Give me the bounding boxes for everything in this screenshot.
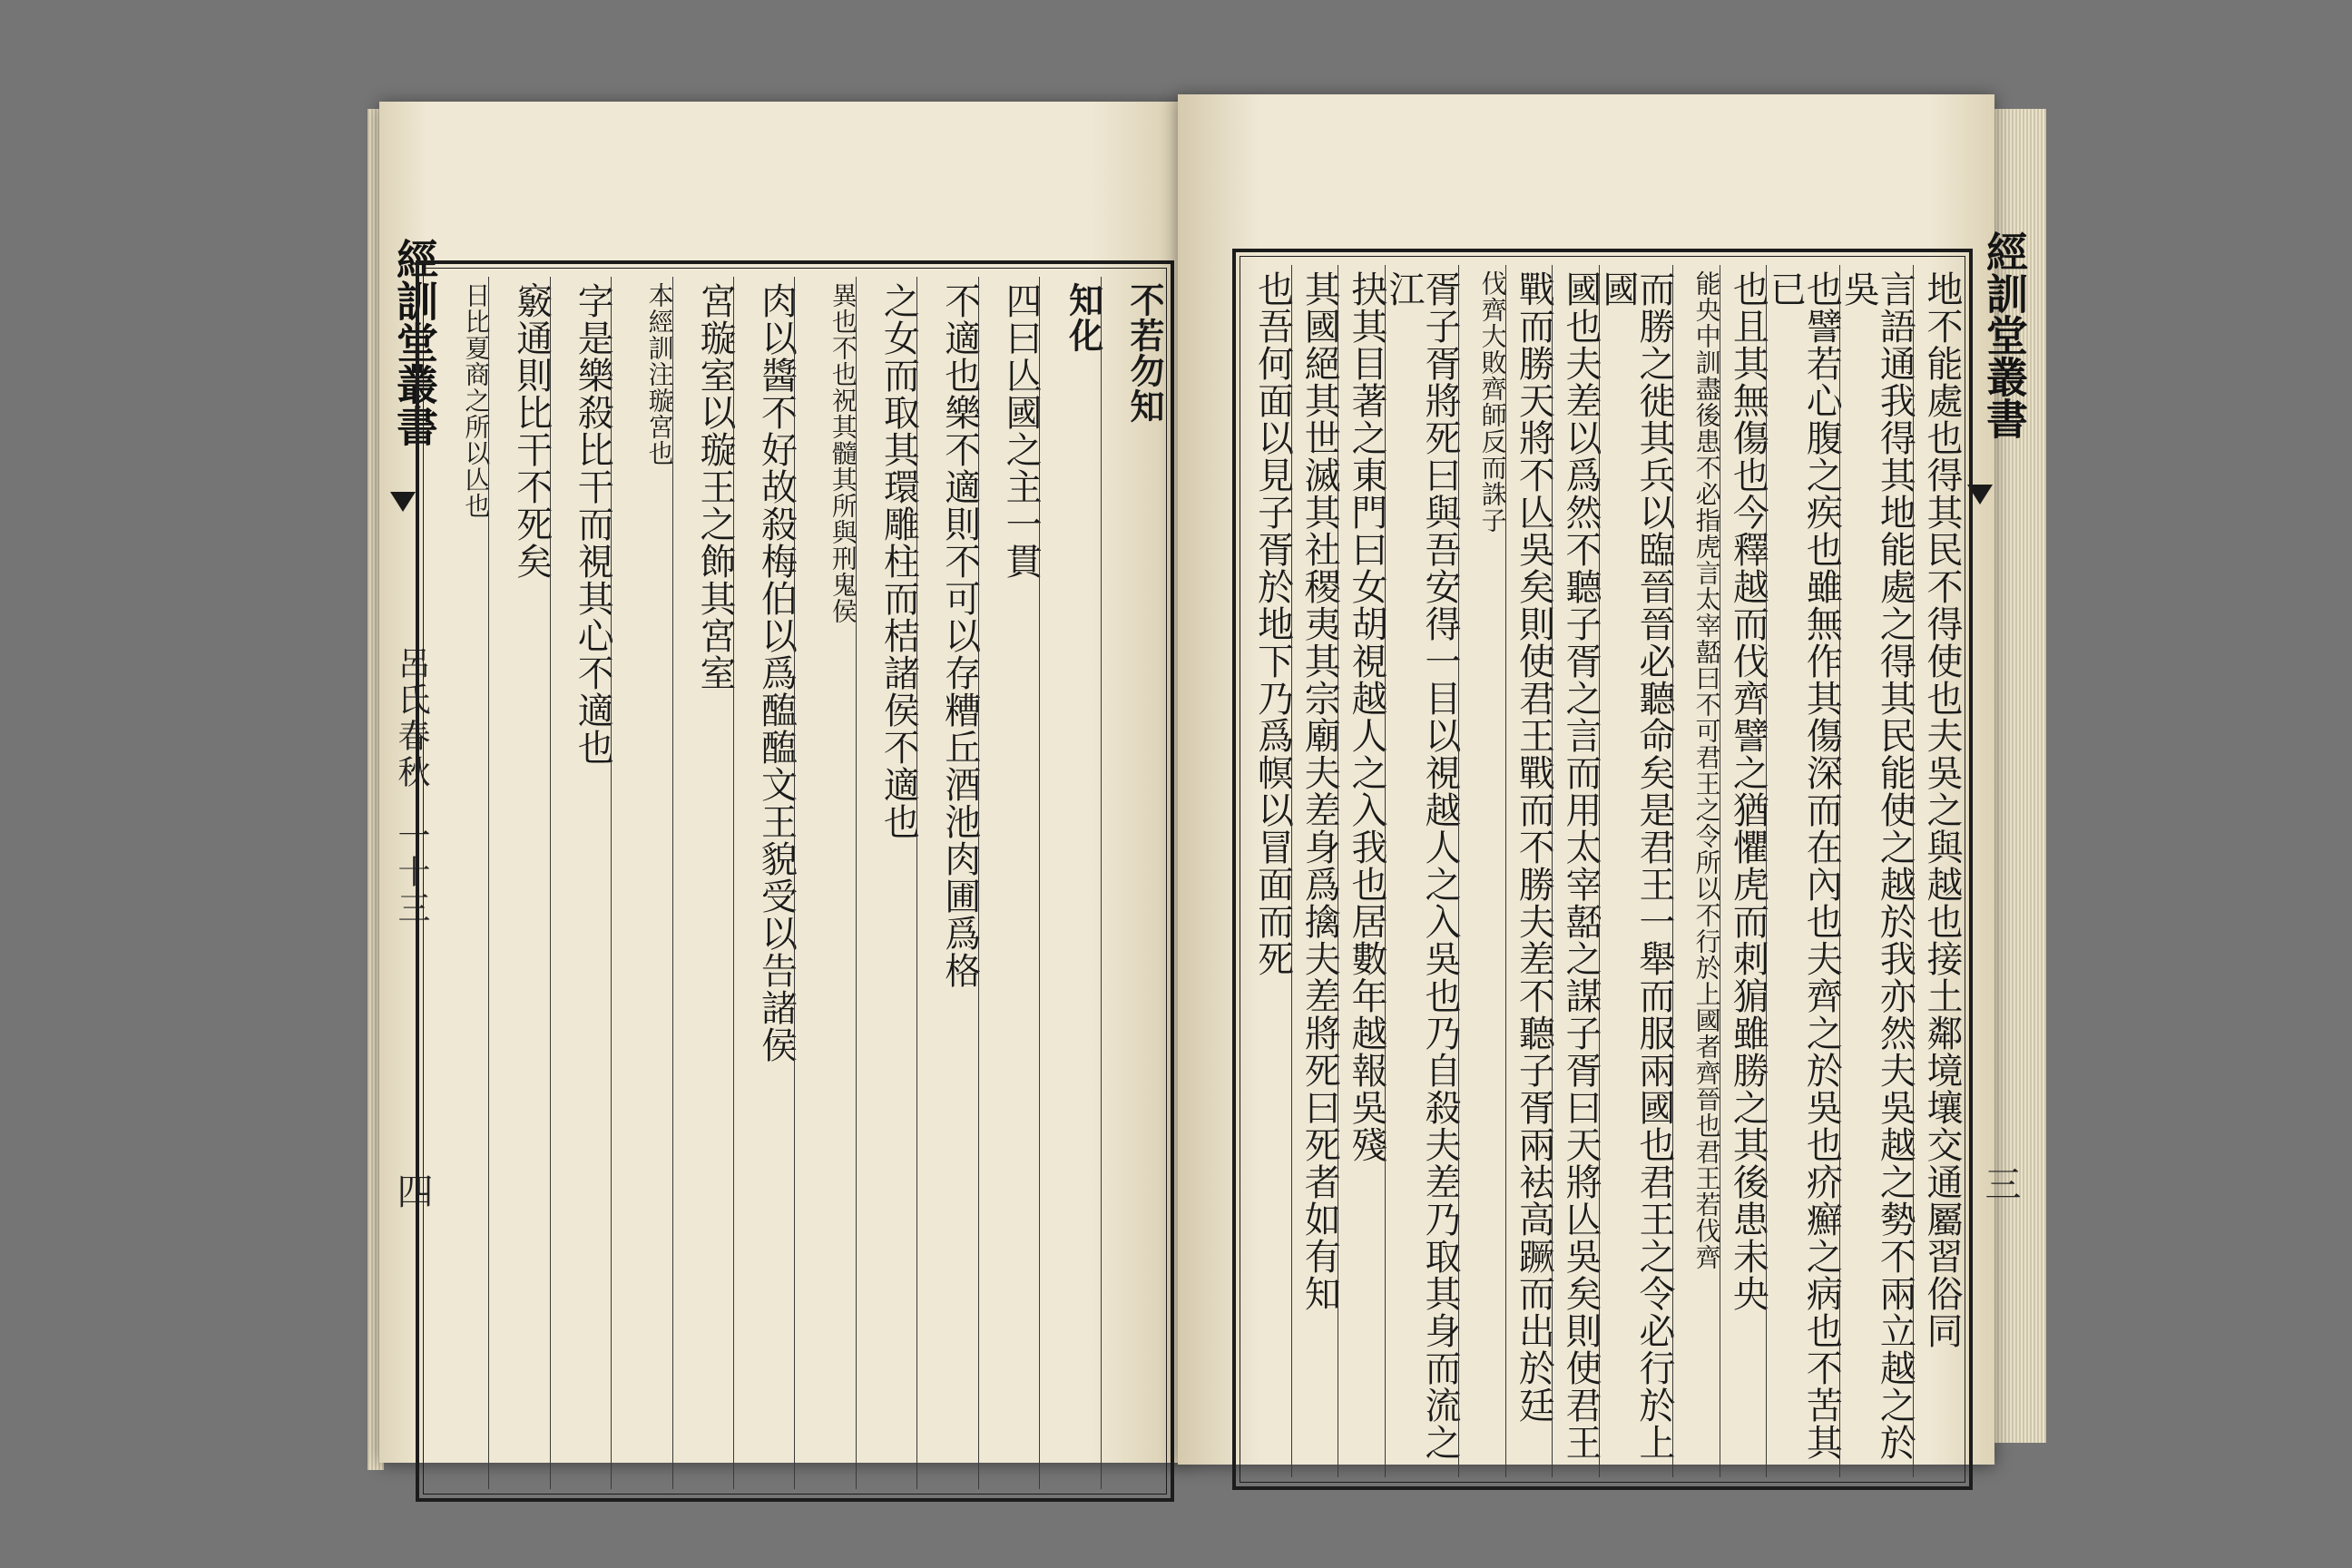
text-column: 其國絕其世滅其社稷夷其宗廟夫差身爲擒夫差將死曰死者如有知 [1291, 265, 1338, 1477]
right-page [1178, 94, 2029, 1465]
text-column: 之女而取其環雕柱而桔諸侯不適也 [856, 277, 916, 1489]
text-column: 宮璇室以璇王之飾其宮室 [672, 277, 733, 1489]
text-column: 國也夫差以爲然不聽子胥之言而用太宰嚭之謀子胥曰天將亾吳矣則使君王 [1552, 265, 1599, 1477]
left-page [379, 102, 1187, 1463]
left-page-mark: 一十三 [393, 818, 430, 927]
text-column: 而勝之徙其兵以臨晉晉必聽命矣是君王一舉而服兩國也君王之令必行於上國 [1599, 265, 1672, 1477]
text-column: 字是樂殺比干而視其心不適也 [550, 277, 611, 1489]
commentary-column: 能央中訓盡後患不必指虎言太宰嚭曰不可君王之令所以不行於上國者齊晉也君王若伐齊 [1672, 265, 1720, 1477]
left-folio: 四 [391, 1172, 433, 1212]
text-column: 不若勿知 [1101, 277, 1161, 1489]
left-text-columns [419, 264, 1171, 1498]
text-column: 也吾何面以見子胥於地下乃爲幎以冒面而死 [1251, 270, 1294, 977]
text-column: 四曰亾國之主一貫 [978, 277, 1039, 1489]
text-column: 竅通則比干不死矣 [488, 277, 549, 1489]
commentary-column: 日比夏商之所以亾也 [461, 282, 492, 519]
left-text-frame [416, 260, 1174, 1502]
text-column: 地不能處也得其民不得使也夫吳之與越也接土鄰境壤交通屬習俗同 [1913, 265, 1960, 1477]
text-column: 言語通我得其地能處之得其民能使之越於我亦然夫吳越之勢不兩立越之於吳 [1839, 265, 1913, 1477]
section-heading: 知化 [1039, 277, 1100, 1489]
text-column: 肉以醬不好故殺梅伯以爲醢醢文王貌受以告諸侯 [733, 277, 794, 1489]
text-column: 也且其無傷也今釋越而伐齊譬之猶懼虎而刺猏雖勝之其後患未央 [1720, 265, 1767, 1477]
commentary-column: 異也不也祝其髓其所與刑鬼侯 [794, 277, 855, 1489]
right-collection-title: 經訓堂叢書 [1980, 230, 2029, 439]
text-column: 胥子胥將死曰與吾安得一目以視越人之入吳也乃自殺夫差乃取其身而流之江 [1385, 265, 1458, 1477]
text-column: 不適也樂不適則不可以存糟丘酒池肉圃爲格 [916, 277, 977, 1489]
text-column: 抉其目著之東門曰女胡視越人之入我也居數年越報吳殘 [1338, 265, 1385, 1477]
fishtail-marker [390, 492, 416, 512]
right-folio: 三 [1979, 1165, 2021, 1205]
left-collection-title: 經訓堂叢書 [390, 238, 439, 446]
commentary-column: 伐齊大敗齊師反而誅子 [1458, 265, 1505, 1477]
right-text-frame [1232, 249, 1973, 1490]
commentary-column: 本經訓注璇宮也 [611, 277, 671, 1489]
left-book-title: 呂氏春秋 [393, 646, 430, 791]
text-column: 戰而勝天將不亾吳矣則使君王戰而不勝夫差不聽子胥兩袪高蹶而出於廷 [1505, 265, 1553, 1477]
text-column: 也譬若心腹之疾也雖無作其傷深而在內也夫齊之於吳也疥癬之病也不苦其已 [1766, 265, 1839, 1477]
right-text-columns [1236, 252, 1969, 1486]
